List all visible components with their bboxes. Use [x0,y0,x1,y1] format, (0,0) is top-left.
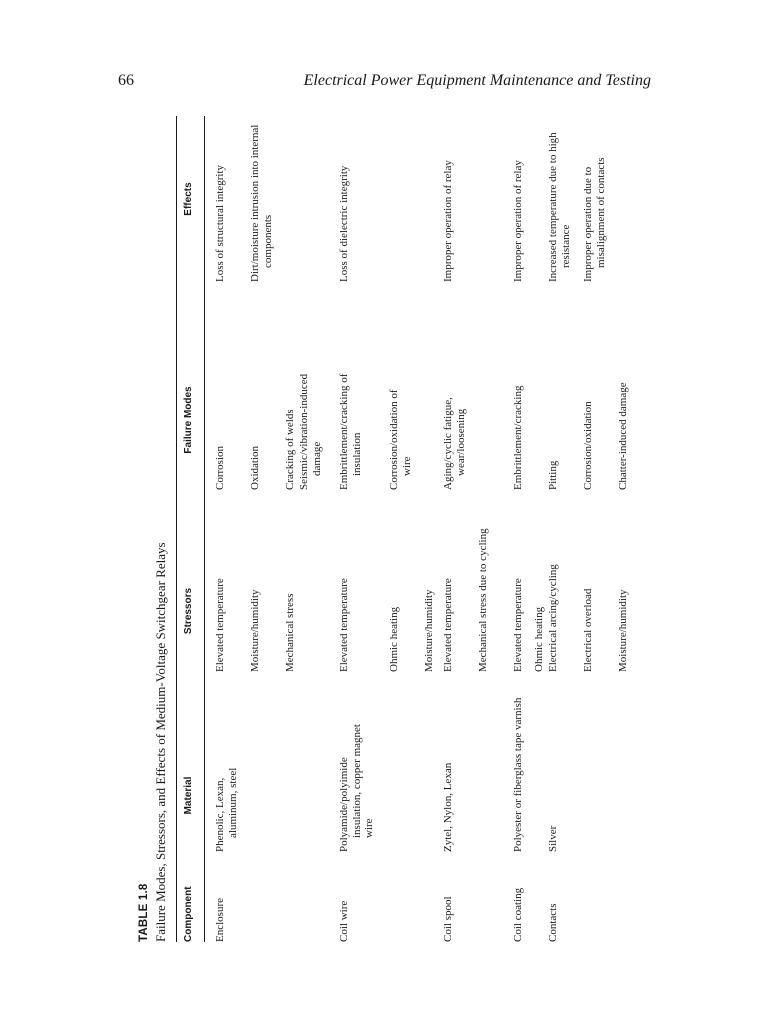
header-failure-modes: Failure Modes [183,386,194,454]
header-material: Material [183,776,194,815]
table-cell-effect: Improper operation due to misalignment of contacts [582,157,607,282]
table-cell-stressor: Mechanical stress due to cycling [477,528,489,672]
table-cell-failure-mode: Oxidation [249,446,261,490]
table-top-rule [176,116,177,942]
table-cell-stressor: Mechanical stress [284,593,296,672]
table-cell-failure-mode: Seismic/vibration-induced damage [298,373,323,490]
table-cell-effect: Loss of dielectric integrity [338,165,350,282]
table-cell-stressor: Elevated temperature [214,578,226,672]
table-cell-material: Zytel, Nylon, Lexan [442,762,454,852]
table-cell-component: Coil coating [512,887,524,942]
table-cell-stressor: Electrical overload [582,588,594,672]
table-cell-effect: Improper operation of relay [442,160,454,282]
table-cell-material: Phenolic, Lexan, aluminum, steel [214,767,239,852]
table-cell-failure-mode: Cracking of welds [284,409,296,490]
table-cell-failure-mode: Corrosion/oxidation [582,401,594,490]
header-effects: Effects [183,182,194,216]
table-cell-component: Coil spool [442,896,454,942]
table-cell-failure-mode: Pitting [547,460,559,490]
table-cell-stressor: Moisture/humidity [423,589,435,672]
table-cell-stressor: Elevated temperature [338,578,350,672]
table-cell-effect: Loss of structural integrity [214,164,226,282]
page-number: 66 [118,72,134,89]
table-cell-effect: Dirt/moisture intrusion into internal components [249,124,274,282]
table-cell-stressor: Moisture/humidity [249,589,261,672]
table-1-8 [138,116,640,942]
table-cell-stressor: Elevated temperature [442,578,454,672]
table-cell-failure-mode: Embrittlement/cracking [512,385,524,490]
table-cell-failure-mode: Chatter-induced damage [617,382,629,490]
table-cell-failure-mode: Aging/cyclic fatigue, wear/loosening [442,397,467,490]
table-cell-material: Polyester or fiberglass tape varnish [512,697,524,852]
table-cell-component: Enclosure [214,898,226,942]
table-cell-effect: Increased temperature due to high resistance [547,132,572,282]
table-title: Failure Modes, Stressors, and Effects of Medium-Voltage Switchgear Relays [153,542,168,942]
table-cell-effect: Improper operation of relay [512,160,524,282]
table-cell-material: Polyamide/polyimide insulation, copper magnet wire [338,724,376,852]
table-label: TABLE 1.8 [138,883,150,942]
table-cell-component: Contacts [547,903,559,942]
table-cell-failure-mode: Corrosion [214,446,226,490]
table-cell-stressor: Elevated temperature [512,578,524,672]
table-cell-stressor: Moisture/humidity [617,589,629,672]
header-stressors: Stressors [183,587,194,635]
table-cell-component: Coil wire [338,900,350,942]
table-cell-material: Silver [547,825,559,852]
table-cell-stressor: Electrical arcing/cycling [547,564,559,672]
header-component: Component [183,886,194,942]
running-head: Electrical Power Equipment Maintenance and Testing [303,72,651,89]
header-rule [204,116,205,942]
table-cell-stressor: Ohmic heating [388,606,400,672]
table-cell-stressor: Ohmic heating [533,606,545,672]
table-cell-failure-mode: Corrosion/oxidation of wire [388,389,413,490]
table-cell-failure-mode: Embrittlement/cracking of insulation [338,373,363,490]
